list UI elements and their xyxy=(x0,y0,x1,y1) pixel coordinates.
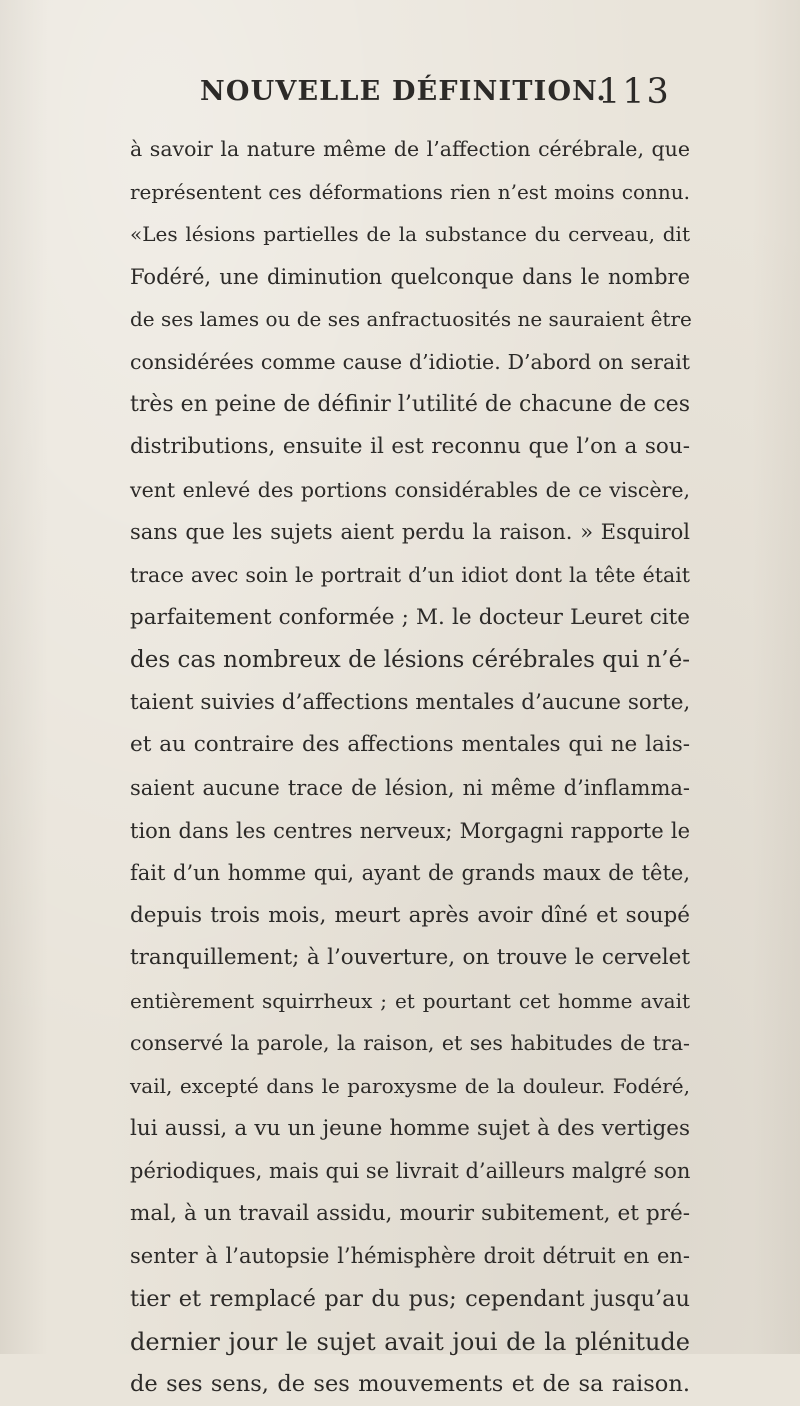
text-line: représentent ces déformations rien n’est moins connu. xyxy=(130,179,690,204)
text-line: lui aussi, a vu un jeune homme sujet à des vertiges xyxy=(130,1115,690,1141)
text-line: des cas nombreux de lésions cérébrales qui n’é- xyxy=(130,647,690,674)
text-line: de ses sens, de ses mouvements et de sa raison. xyxy=(130,1371,690,1398)
text-line: tranquillement; à l’ouverture, on trouve le cervelet xyxy=(130,945,690,971)
body-text xyxy=(130,128,690,1406)
text-line: fait d’un homme qui, ayant de grands maux de tête, xyxy=(130,861,690,886)
text-line: trace avec soin le portrait d’un idiot dont la tête était xyxy=(130,562,690,587)
text-line: depuis trois mois, meurt après avoir dîné et soupé xyxy=(130,902,690,928)
text-line: tion dans les centres nerveux; Morgagni rapporte le xyxy=(130,818,690,843)
text-line: Fodéré, une diminution quelconque dans le nombre xyxy=(130,264,690,289)
running-title: NOUVELLE DÉFINITION. xyxy=(200,76,607,107)
text-line: sans que les sujets aient perdu la raison. » Esquirol xyxy=(130,520,690,545)
text-line: parfaitement conformée ; M. le docteur Leuret cite xyxy=(130,604,690,630)
text-line: taient suivies d’affections mentales d’aucune sorte, xyxy=(130,689,691,715)
text-line: mal, à un travail assidu, mourir subitement, et pré- xyxy=(130,1200,690,1226)
text-line: conservé la parole, la raison, et ses habitudes de tra- xyxy=(130,1031,690,1056)
page-number: 113 xyxy=(598,72,671,112)
text-line: distributions, ensuite il est reconnu que l’on a sou- xyxy=(130,434,690,460)
text-line: de ses lames ou de ses anfractuosités ne sauraient être xyxy=(130,307,692,332)
text-line: senter à l’autopsie l’hémisphère droit détruit en en- xyxy=(130,1244,690,1269)
text-line: saient aucune trace de lésion, ni même d’inflamma- xyxy=(130,775,690,800)
text-line: vail, excepté dans le paroxysme de la douleur. Fodéré, xyxy=(130,1074,690,1099)
text-line: entièrement squirrheux ; et pourtant cet homme avait xyxy=(130,988,690,1013)
text-line: considérées comme cause d’idiotie. D’abord on serait xyxy=(130,349,690,374)
text-line: dernier jour le sujet avait joui de la plénitude xyxy=(130,1327,690,1356)
text-line: à savoir la nature même de l’affection cérébrale, que xyxy=(130,137,690,161)
text-line: tier et remplacé par du pus; cependant jusqu’au xyxy=(130,1286,690,1313)
page-header xyxy=(0,72,800,122)
text-line: périodiques, mais qui se livrait d’ailleurs malgré son xyxy=(130,1159,691,1184)
text-line: très en peine de définir l’utilité de chacune de ces xyxy=(130,391,690,417)
text-line: et au contraire des affections mentales qui ne lais- xyxy=(130,732,690,758)
text-line: «Les lésions partielles de la substance du cerveau, dit xyxy=(130,222,690,247)
text-line: vent enlevé des portions considérables de ce viscère, xyxy=(130,477,690,502)
